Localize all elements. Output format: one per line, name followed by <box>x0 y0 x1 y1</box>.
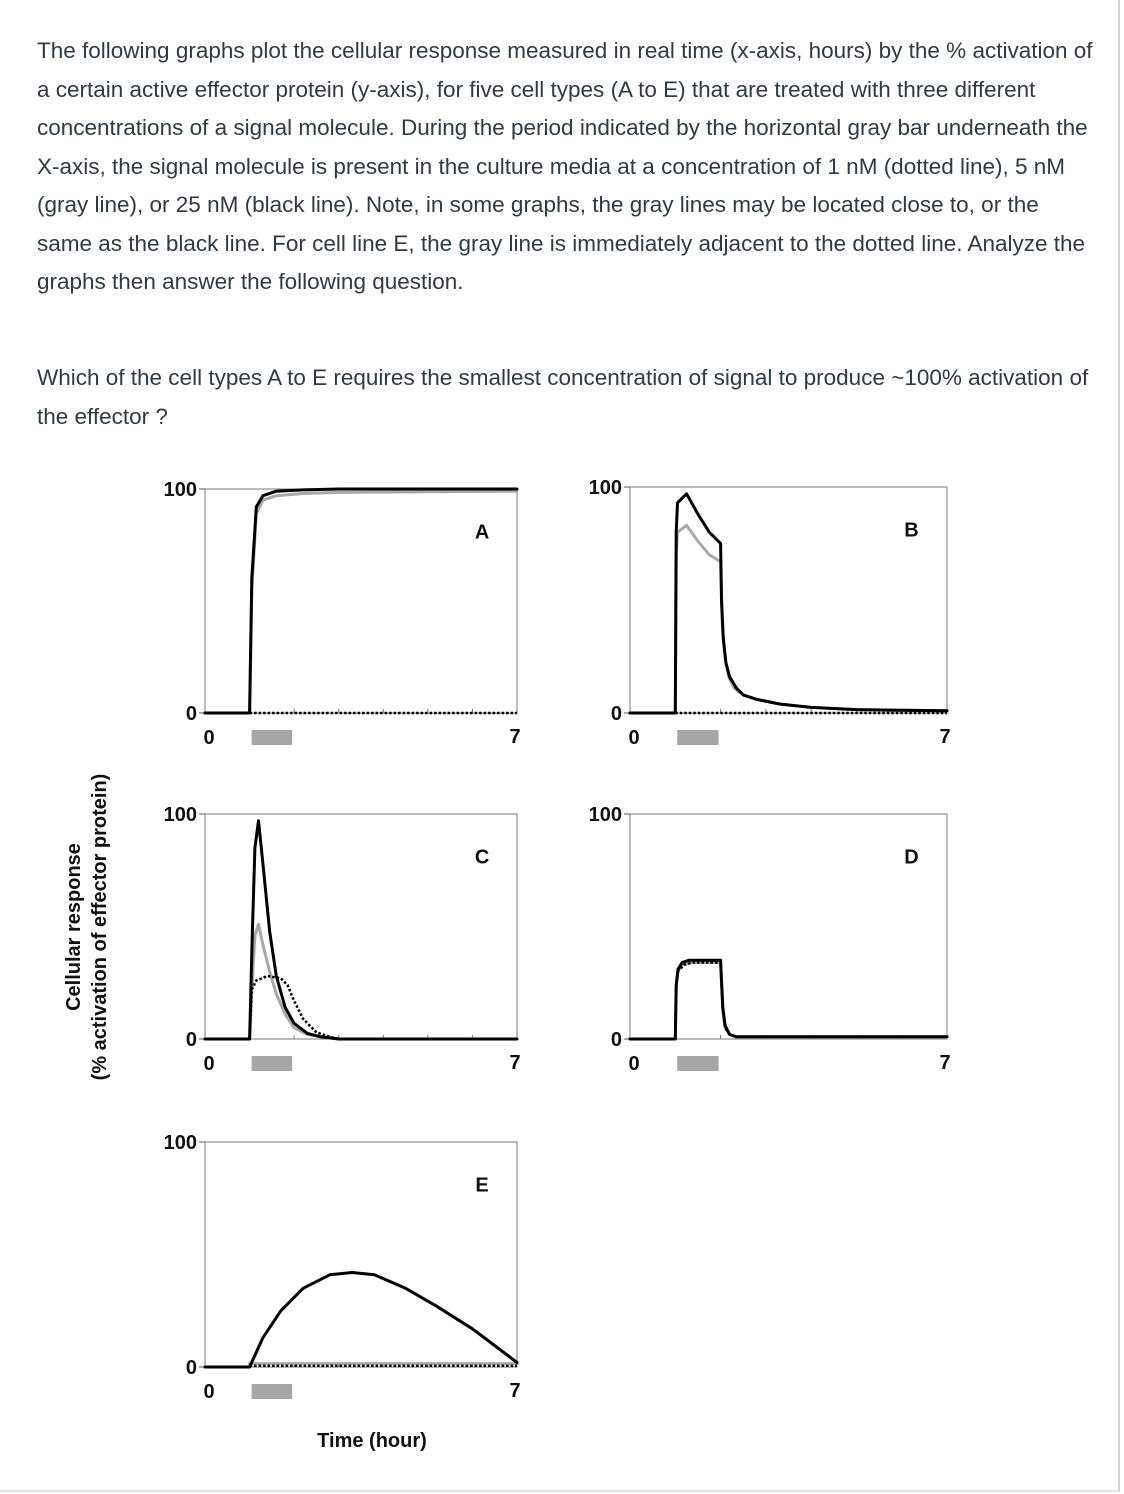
y-tick-label-0-e: 0 <box>185 1357 197 1379</box>
y-tick-label-0-a: 0 <box>185 703 197 725</box>
x-tick-label-0-a: 0 <box>203 727 215 749</box>
signal-bar-d <box>677 1056 718 1071</box>
x-tick-label-7-d: 7 <box>939 1052 951 1074</box>
y-tick-label-100-a: 100 <box>163 479 197 501</box>
y-tick-label-100-e: 100 <box>163 1132 197 1154</box>
plot-frame-e <box>205 1142 517 1367</box>
x-tick-label-7-e: 7 <box>509 1380 521 1402</box>
x-tick-label-7-b: 7 <box>939 726 951 748</box>
signal-bar-b <box>677 730 718 745</box>
y-axis-title-line2: (% activation of effector protein) <box>89 773 111 1081</box>
panel-e <box>164 1132 521 1403</box>
panel-label-b: B <box>904 519 919 542</box>
x-axis-title: Time (hour) <box>317 1430 427 1452</box>
x-tick-label-0-c: 0 <box>203 1053 215 1075</box>
series-line-dotted-d <box>678 963 948 1037</box>
question-prompt: Which of the cell types A to E requires the smallest concentration of signal to produce ~100% activation of the effector ? <box>37 365 1089 429</box>
signal-bar-e <box>252 1384 293 1399</box>
panel-label-e: E <box>475 1174 489 1197</box>
signal-bar-c <box>252 1056 293 1071</box>
series-line-black-d <box>630 960 947 1039</box>
panels <box>164 477 951 1403</box>
x-tick-label-7-a: 7 <box>509 726 521 748</box>
plot-frame-d <box>630 814 947 1039</box>
panel-label-c: C <box>474 846 490 869</box>
panel-b <box>589 477 951 749</box>
y-tick-label-0-c: 0 <box>185 1029 197 1051</box>
signal-bar-a <box>252 730 293 745</box>
x-tick-label-7-c: 7 <box>509 1052 521 1074</box>
series-line-dotted-c <box>250 976 517 1039</box>
panel-c <box>164 804 521 1075</box>
series-line-black-b <box>630 494 947 713</box>
x-tick-label-0-e: 0 <box>203 1381 215 1403</box>
x-tick-label-0-b: 0 <box>628 727 640 749</box>
y-tick-label-0-b: 0 <box>610 703 622 725</box>
series-line-black-a <box>205 489 517 713</box>
panel-label-d: D <box>904 846 919 869</box>
x-tick-label-0-d: 0 <box>628 1053 640 1075</box>
y-tick-label-100-d: 100 <box>588 804 622 826</box>
panel-a <box>164 479 521 749</box>
y-axis-title-line1: Cellular response <box>63 843 85 1011</box>
y-tick-label-100-b: 100 <box>588 477 622 499</box>
panel-d <box>589 804 951 1075</box>
y-tick-label-100-c: 100 <box>163 804 197 826</box>
question-intro: The following graphs plot the cellular response measured in real time (x-axis, hours) by the % activation of a certain active effector protein (y-axis), for five cell types (A to E) that are treated with three different concentrations of a signal molecule. During the period indicated by the horizontal gray bar underneath the X-axis, the signal molecule is present in the culture media at a concentration of 1 nM (dotted line), 5 nM (gray line), or 25 nM (black line). Note, in some graphs, the gray lines may be located close to, or the same as the black line. For cell line E, the gray line is immediately adjacent to the dotted line. Analyze the graphs then answer the following question. <box>37 38 1093 294</box>
y-tick-label-0-d: 0 <box>610 1029 622 1051</box>
panel-label-a: A <box>474 521 490 544</box>
series-line-black-e <box>205 1273 517 1368</box>
